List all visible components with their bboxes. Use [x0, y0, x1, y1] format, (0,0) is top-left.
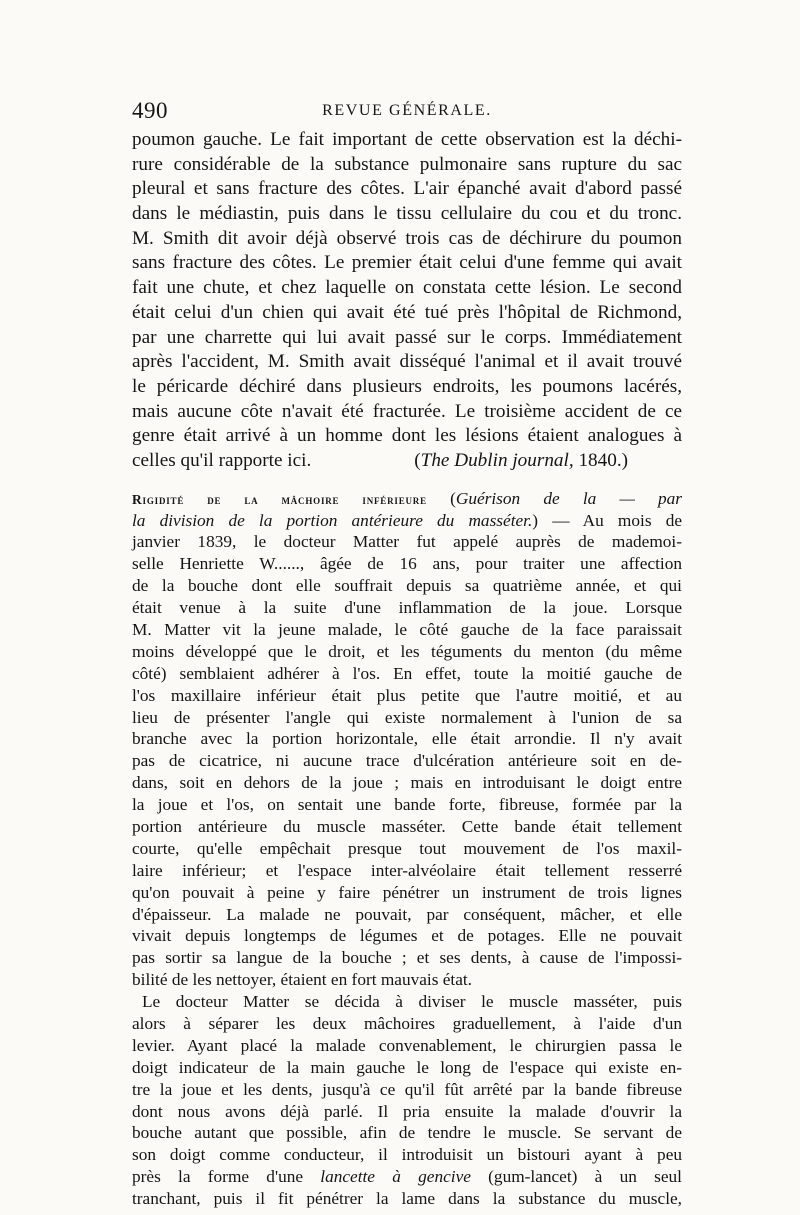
text-line: l'os maxillaire inférieur était plus petite que l'autre moitié, et au	[132, 685, 682, 705]
running-title: REVUE GÉNÉRALE.	[322, 102, 492, 119]
text-line: après l'accident, M. Smith avait disséqué l'animal et il avait trouvé	[132, 351, 682, 373]
text-line: pas sortir sa langue de la bouche ; et ses dents, à cause de l'impossi-	[132, 948, 682, 968]
page-header	[132, 96, 682, 126]
text-fragment: près la forme d'une	[132, 1167, 321, 1187]
paragraph-operation	[132, 991, 682, 1210]
text-line: portion antérieure du muscle masséter. Cette bande était tellement	[132, 816, 682, 836]
text-line: branche avec la portion horizontale, elle était arrondie. Il n'y avait	[132, 729, 682, 749]
text-line	[132, 488, 682, 510]
text-line: poumon gauche. Le fait important de cette observation est la déchi-	[132, 129, 682, 150]
text-line: sans fracture des côtes. Le premier était celui d'une femme qui avait	[132, 252, 682, 274]
text-line: tre la joue et les dents, jusqu'à ce qu'il fût arrêté par la bande fibreuse	[132, 1079, 682, 1099]
text-line: M. Matter vit la jeune malade, le côté gauche de la face paraissait	[132, 619, 682, 639]
text-line: rure considérable de la substance pulmonaire sans rupture du sac	[132, 153, 682, 175]
text-fragment: ) — Au mois de	[532, 510, 683, 530]
text-line: était celui d'un chien qui avait été tué près l'hôpital de Richmond,	[132, 301, 682, 323]
text-line: moins développé que le droit, et les téguments du menton (du même	[132, 641, 682, 661]
body-text	[132, 128, 682, 1210]
text-line: pas de cicatrice, ni aucune trace d'ulcération antérieure soit en de-	[132, 751, 682, 771]
text-line: était venue à la suite d'une inflammation de la joue. Lorsque	[132, 598, 682, 618]
text-line: genre était arrivé à un homme dont les lésions étaient analogues à	[132, 425, 682, 447]
text-line: dont nous avons déjà parlé. Il pria ensuite la malade d'ouvrir la	[132, 1101, 682, 1121]
text-fragment: (gum-lancet) à un seul	[470, 1167, 682, 1187]
section-heading: Rigidité de la mâchoire inférieure	[132, 491, 427, 507]
text-line: mais aucune côte n'avait été fracturée. Le troisième accident de ce	[132, 400, 682, 422]
heading-italic: la division de la portion antérieure du masséter.	[132, 510, 533, 530]
page-number: 490	[132, 98, 168, 123]
text-line: qu'on pouvait à peine y faire pénétrer un instrument de trois lignes	[132, 882, 682, 902]
text-line: d'épaisseur. La malade ne pouvait, par conséquent, mâcher, et elle	[132, 904, 682, 924]
text-line: bilité de les nettoyer, étaient en fort mauvais état.	[132, 970, 473, 990]
text-line: laire inférieur; et l'espace inter-alvéolaire était tellement resserré	[132, 860, 682, 880]
text-line: par une charrette qui lui avait passé sur le corps. Immédiatement	[132, 326, 682, 348]
journal-title: The Dublin journal,	[420, 449, 574, 471]
text-line: dans, soit en dehors de la joue ; mais en introduisant le doigt entre	[132, 773, 682, 793]
text-line: dans le médiastin, puis dans le tissu cellulaire du cou et du tronc.	[132, 203, 682, 225]
text-line: de la bouche dont elle souffrait depuis sa quatrième année, et qui	[132, 576, 682, 596]
text-line: Le docteur Matter se décida à diviser le muscle masséter, puis	[142, 992, 682, 1012]
text-line: fait une chute, et chez laquelle on constata cette lésion. Le second	[132, 277, 682, 299]
text-line: pleural et sans fracture des côtes. L'air épanché avait d'abord passé	[132, 178, 682, 200]
text-fragment: celles qu'il rapporte ici.	[132, 449, 312, 471]
paragraph-jaw-rigidity	[132, 488, 682, 991]
text-line: janvier 1839, le docteur Matter fut appelé auprès de mademoi-	[132, 532, 682, 552]
text-line	[132, 1166, 682, 1188]
text-line: bouche autant que possible, afin de tendre le muscle. Se servant de	[132, 1123, 682, 1143]
text-line: lieu de présenter l'angle qui existe normalement à l'union de sa	[132, 707, 682, 727]
citation-year: 1840.)	[573, 449, 628, 471]
source-citation	[414, 449, 628, 474]
text-line: la joue et l'os, on sentait une bande forte, fibreuse, formée par la	[132, 795, 682, 815]
text-line	[132, 449, 682, 474]
paragraph-pneumothorax	[132, 128, 682, 474]
text-line: son doigt comme conducteur, il introduisit un bistouri ayant à peu	[132, 1145, 682, 1165]
text-line: levier. Ayant placé la malade convenablement, le chirurgien passa le	[132, 1035, 682, 1055]
text-line: selle Henriette W......, âgée de 16 ans, pour traiter une affection	[132, 554, 682, 574]
text-line: courte, qu'elle empêchait presque tout mouvement de l'os maxil-	[132, 838, 682, 858]
text-line: le péricarde déchiré dans plusieurs endroits, les poumons lacérés,	[132, 375, 682, 397]
text-line: doigt indicateur de la main gauche le long de l'espace qui existe en-	[132, 1057, 682, 1077]
text-line: tranchant, puis il fit pénétrer la lame dans la substance du muscle,	[132, 1189, 682, 1209]
heading-italic: Guérison de la — par	[455, 488, 682, 508]
text-line	[132, 510, 682, 532]
citation-paren: (	[414, 449, 421, 471]
text-fragment: (	[426, 488, 456, 508]
text-line: M. Smith dit avoir déjà observé trois cas de déchirure du poumon	[132, 227, 682, 249]
text-line: alors à séparer les deux mâchoires graduellement, à l'aide d'un	[132, 1014, 682, 1033]
text-line: vivait depuis longtemps de légumes et de potages. Elle ne pouvait	[132, 926, 682, 946]
text-line: côté) semblaient adhérer à l'os. En effet, toute la moitié gauche de	[132, 663, 682, 683]
italic-term: lancette à gencive	[320, 1167, 471, 1187]
